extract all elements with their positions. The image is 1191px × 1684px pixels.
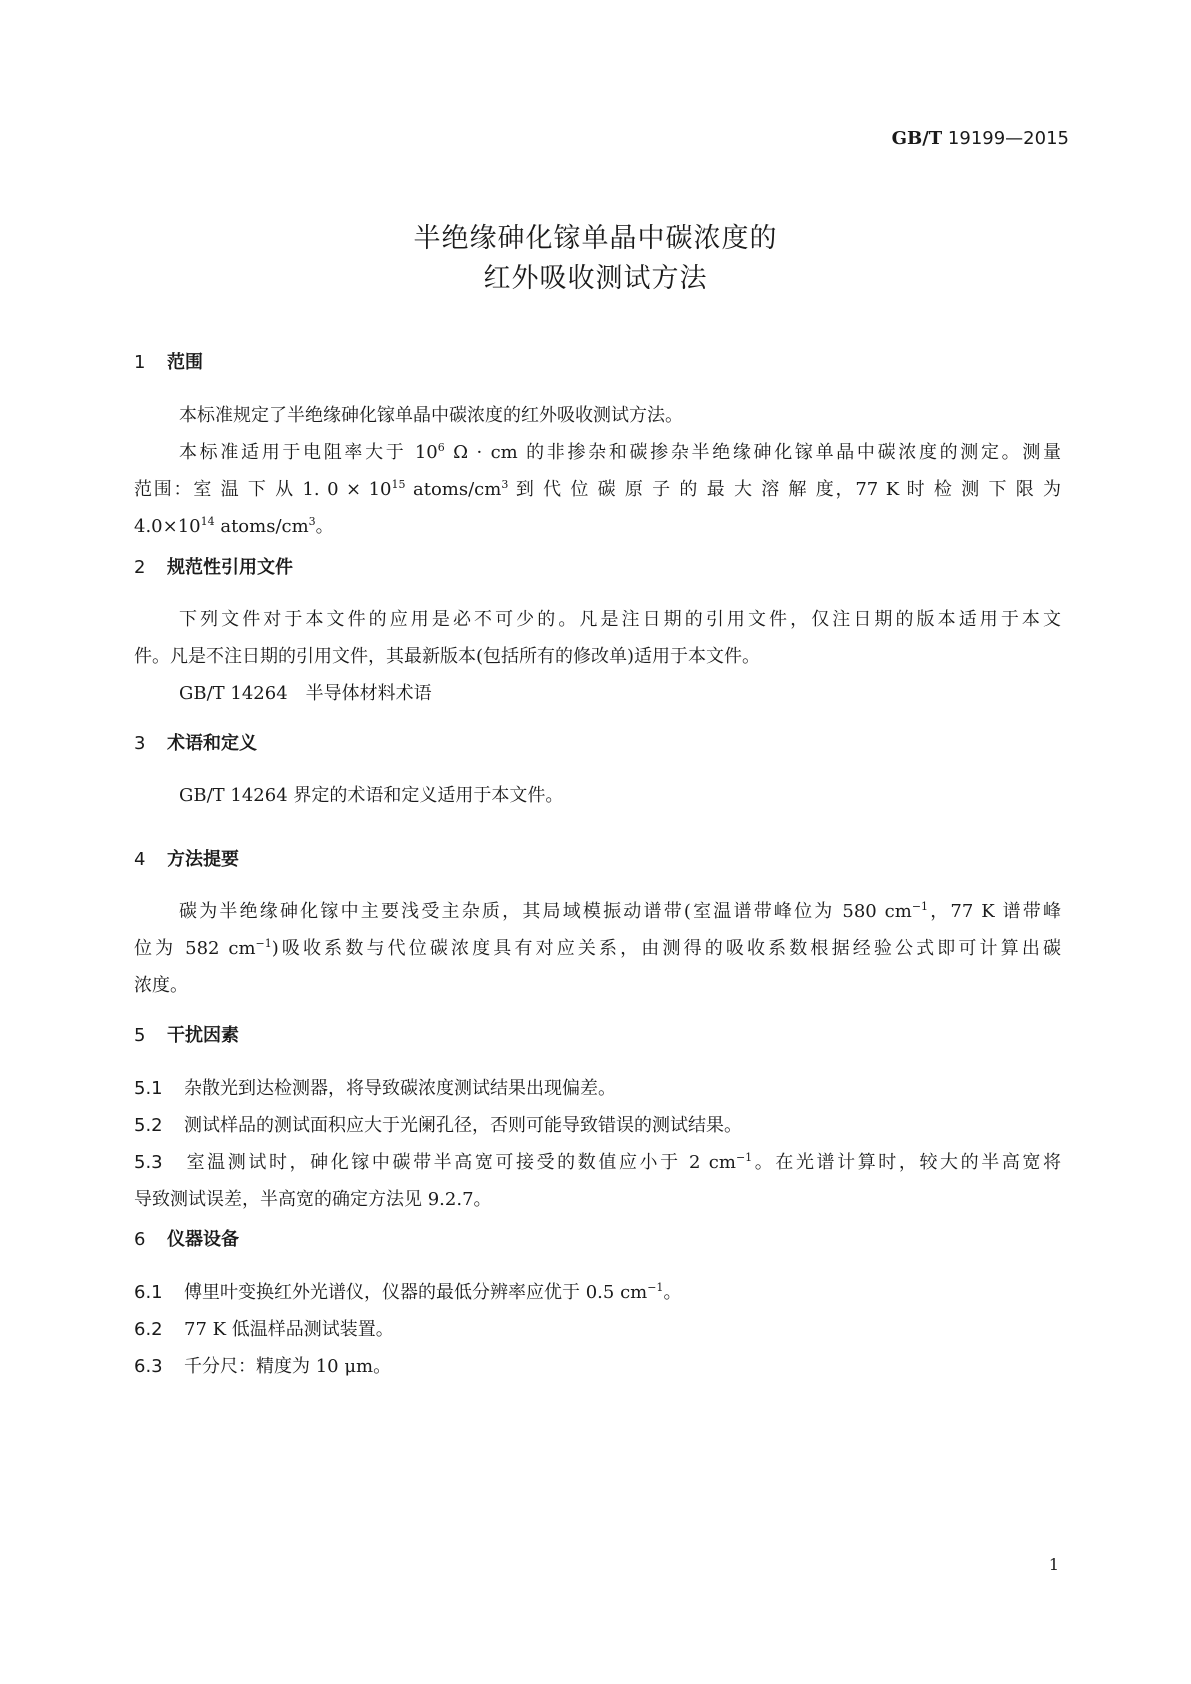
text: 到 代 位 碳 原 子 的 最 大 溶 解 度，77 K 时 检 测 下 限 为 <box>508 479 1062 500</box>
text: 。 <box>315 516 334 537</box>
text: 碳为半绝缘砷化镓中主要浅受主杂质，其局域模振动谱带(室温谱带峰位为 580 cm <box>179 901 912 922</box>
text: atoms/cm <box>214 516 309 537</box>
section-heading-4 <box>134 845 239 871</box>
clause-number: 6.3 <box>134 1356 163 1377</box>
clause-5-2 <box>134 1107 1061 1144</box>
clause-text: 。 <box>663 1282 682 1303</box>
clause-5-3 <box>134 1144 1061 1181</box>
section-number: 1 <box>134 352 146 373</box>
section-title: 规范性引用文件 <box>167 557 293 578</box>
clause-6-2 <box>134 1311 1061 1348</box>
section-heading-2 <box>134 553 293 579</box>
text: 本标准适用于电阻率大于 10 <box>179 442 438 463</box>
text: 4.0×10 <box>134 516 201 537</box>
text: )吸收系数与代位碳浓度具有对应关系，由测得的吸收系数根据经验公式即可计算出碳 <box>271 938 1061 959</box>
paragraph-line <box>134 930 1061 967</box>
section-heading-1 <box>134 348 203 374</box>
section-2-body <box>134 601 1061 712</box>
text: Ω · cm 的非掺杂和碳掺杂半绝缘砷化镓单晶中碳浓度的测定。测量 <box>444 442 1061 463</box>
section-3-body <box>134 777 1061 814</box>
superscript: 3 <box>308 515 316 528</box>
document-title-line-1: 半绝缘砷化镓单晶中碳浓度的 <box>413 223 778 254</box>
superscript: 6 <box>437 441 445 454</box>
paragraph-line <box>134 434 1061 471</box>
section-number: 6 <box>134 1229 146 1250</box>
section-title: 仪器设备 <box>167 1229 239 1250</box>
section-heading-5 <box>134 1021 239 1047</box>
clause-5-3-continued: 导致测试误差，半高宽的确定方法见 9.2.7。 <box>134 1189 492 1210</box>
section-6-body <box>134 1274 1061 1385</box>
section-number: 2 <box>134 557 146 578</box>
normative-reference: GB/T 14264 半导体材料术语 <box>179 683 432 704</box>
paragraph-line: 浓度。 <box>134 975 188 996</box>
section-number: 3 <box>134 733 146 754</box>
section-title: 方法提要 <box>167 849 239 870</box>
clause-text: 杂散光到达检测器，将导致碳浓度测试结果出现偏差。 <box>184 1078 616 1099</box>
superscript: 14 <box>200 515 215 528</box>
clause-text: 傅里叶变换红外光谱仪，仪器的最低分辨率应优于 0.5 cm <box>184 1282 648 1303</box>
section-heading-6 <box>134 1225 239 1251</box>
document-title-line-2: 红外吸收测试方法 <box>483 263 708 294</box>
clause-text: 测试样品的测试面积应大于光阑孔径，否则可能导致错误的测试结果。 <box>184 1115 742 1136</box>
clause-text: 77 K 低温样品测试装置。 <box>184 1319 394 1340</box>
clause-number: 6.2 <box>134 1319 163 1340</box>
clause-number: 5.2 <box>134 1115 163 1136</box>
clause-text: 。在光谱计算时，较大的半高宽将 <box>752 1152 1062 1173</box>
text: 范围：室 温 下 从 1. 0 × 10 <box>134 479 392 500</box>
section-number: 4 <box>134 849 146 870</box>
clause-6-1 <box>134 1274 1061 1311</box>
clause-5-1 <box>134 1070 1061 1107</box>
superscript: 15 <box>391 478 406 491</box>
standard-prefix: GB/T <box>891 128 943 149</box>
clause-text: 室温测试时，砷化镓中碳带半高宽可接受的数值应小于 2 cm <box>184 1152 736 1173</box>
section-title: 范围 <box>167 352 203 373</box>
clause-number: 5.3 <box>134 1152 163 1173</box>
section-4-body <box>134 893 1061 1004</box>
superscript: −1 <box>911 900 929 913</box>
clause-text: 千分尺：精度为 10 μm。 <box>184 1356 392 1377</box>
paragraph: GB/T 14264 界定的术语和定义适用于本文件。 <box>179 785 564 806</box>
paragraph-line <box>134 893 1061 930</box>
section-title: 术语和定义 <box>167 733 257 754</box>
superscript: −1 <box>735 1151 753 1164</box>
paragraph-line: 下列文件对于本文件的应用是必不可少的。凡是注日期的引用文件，仅注日期的版本适用于本文 <box>179 609 1061 630</box>
clause-number: 5.1 <box>134 1078 163 1099</box>
paragraph-line <box>134 471 1061 508</box>
section-5-body <box>134 1070 1061 1218</box>
clause-number: 6.1 <box>134 1282 163 1303</box>
page-number: 1 <box>1048 1555 1059 1574</box>
superscript: −1 <box>255 937 272 950</box>
superscript: −1 <box>647 1281 664 1294</box>
standard-number: 19199—2015 <box>947 128 1069 149</box>
text: 位为 582 cm <box>134 938 256 959</box>
clause-6-3 <box>134 1348 1061 1385</box>
section-1-body <box>134 397 1061 545</box>
text: atoms/cm <box>405 479 502 500</box>
text: ，77 K 谱带峰 <box>928 901 1061 922</box>
paragraph-line: 件。凡是不注日期的引用文件，其最新版本(包括所有的修改单)适用于本文件。 <box>134 646 761 667</box>
section-title: 干扰因素 <box>167 1025 239 1046</box>
paragraph: 本标准规定了半绝缘砷化镓单晶中碳浓度的红外吸收测试方法。 <box>179 405 683 426</box>
standard-code <box>892 128 1069 149</box>
section-number: 5 <box>134 1025 146 1046</box>
superscript: 3 <box>501 478 509 491</box>
paragraph-line <box>134 508 1061 545</box>
section-heading-3 <box>134 729 257 755</box>
